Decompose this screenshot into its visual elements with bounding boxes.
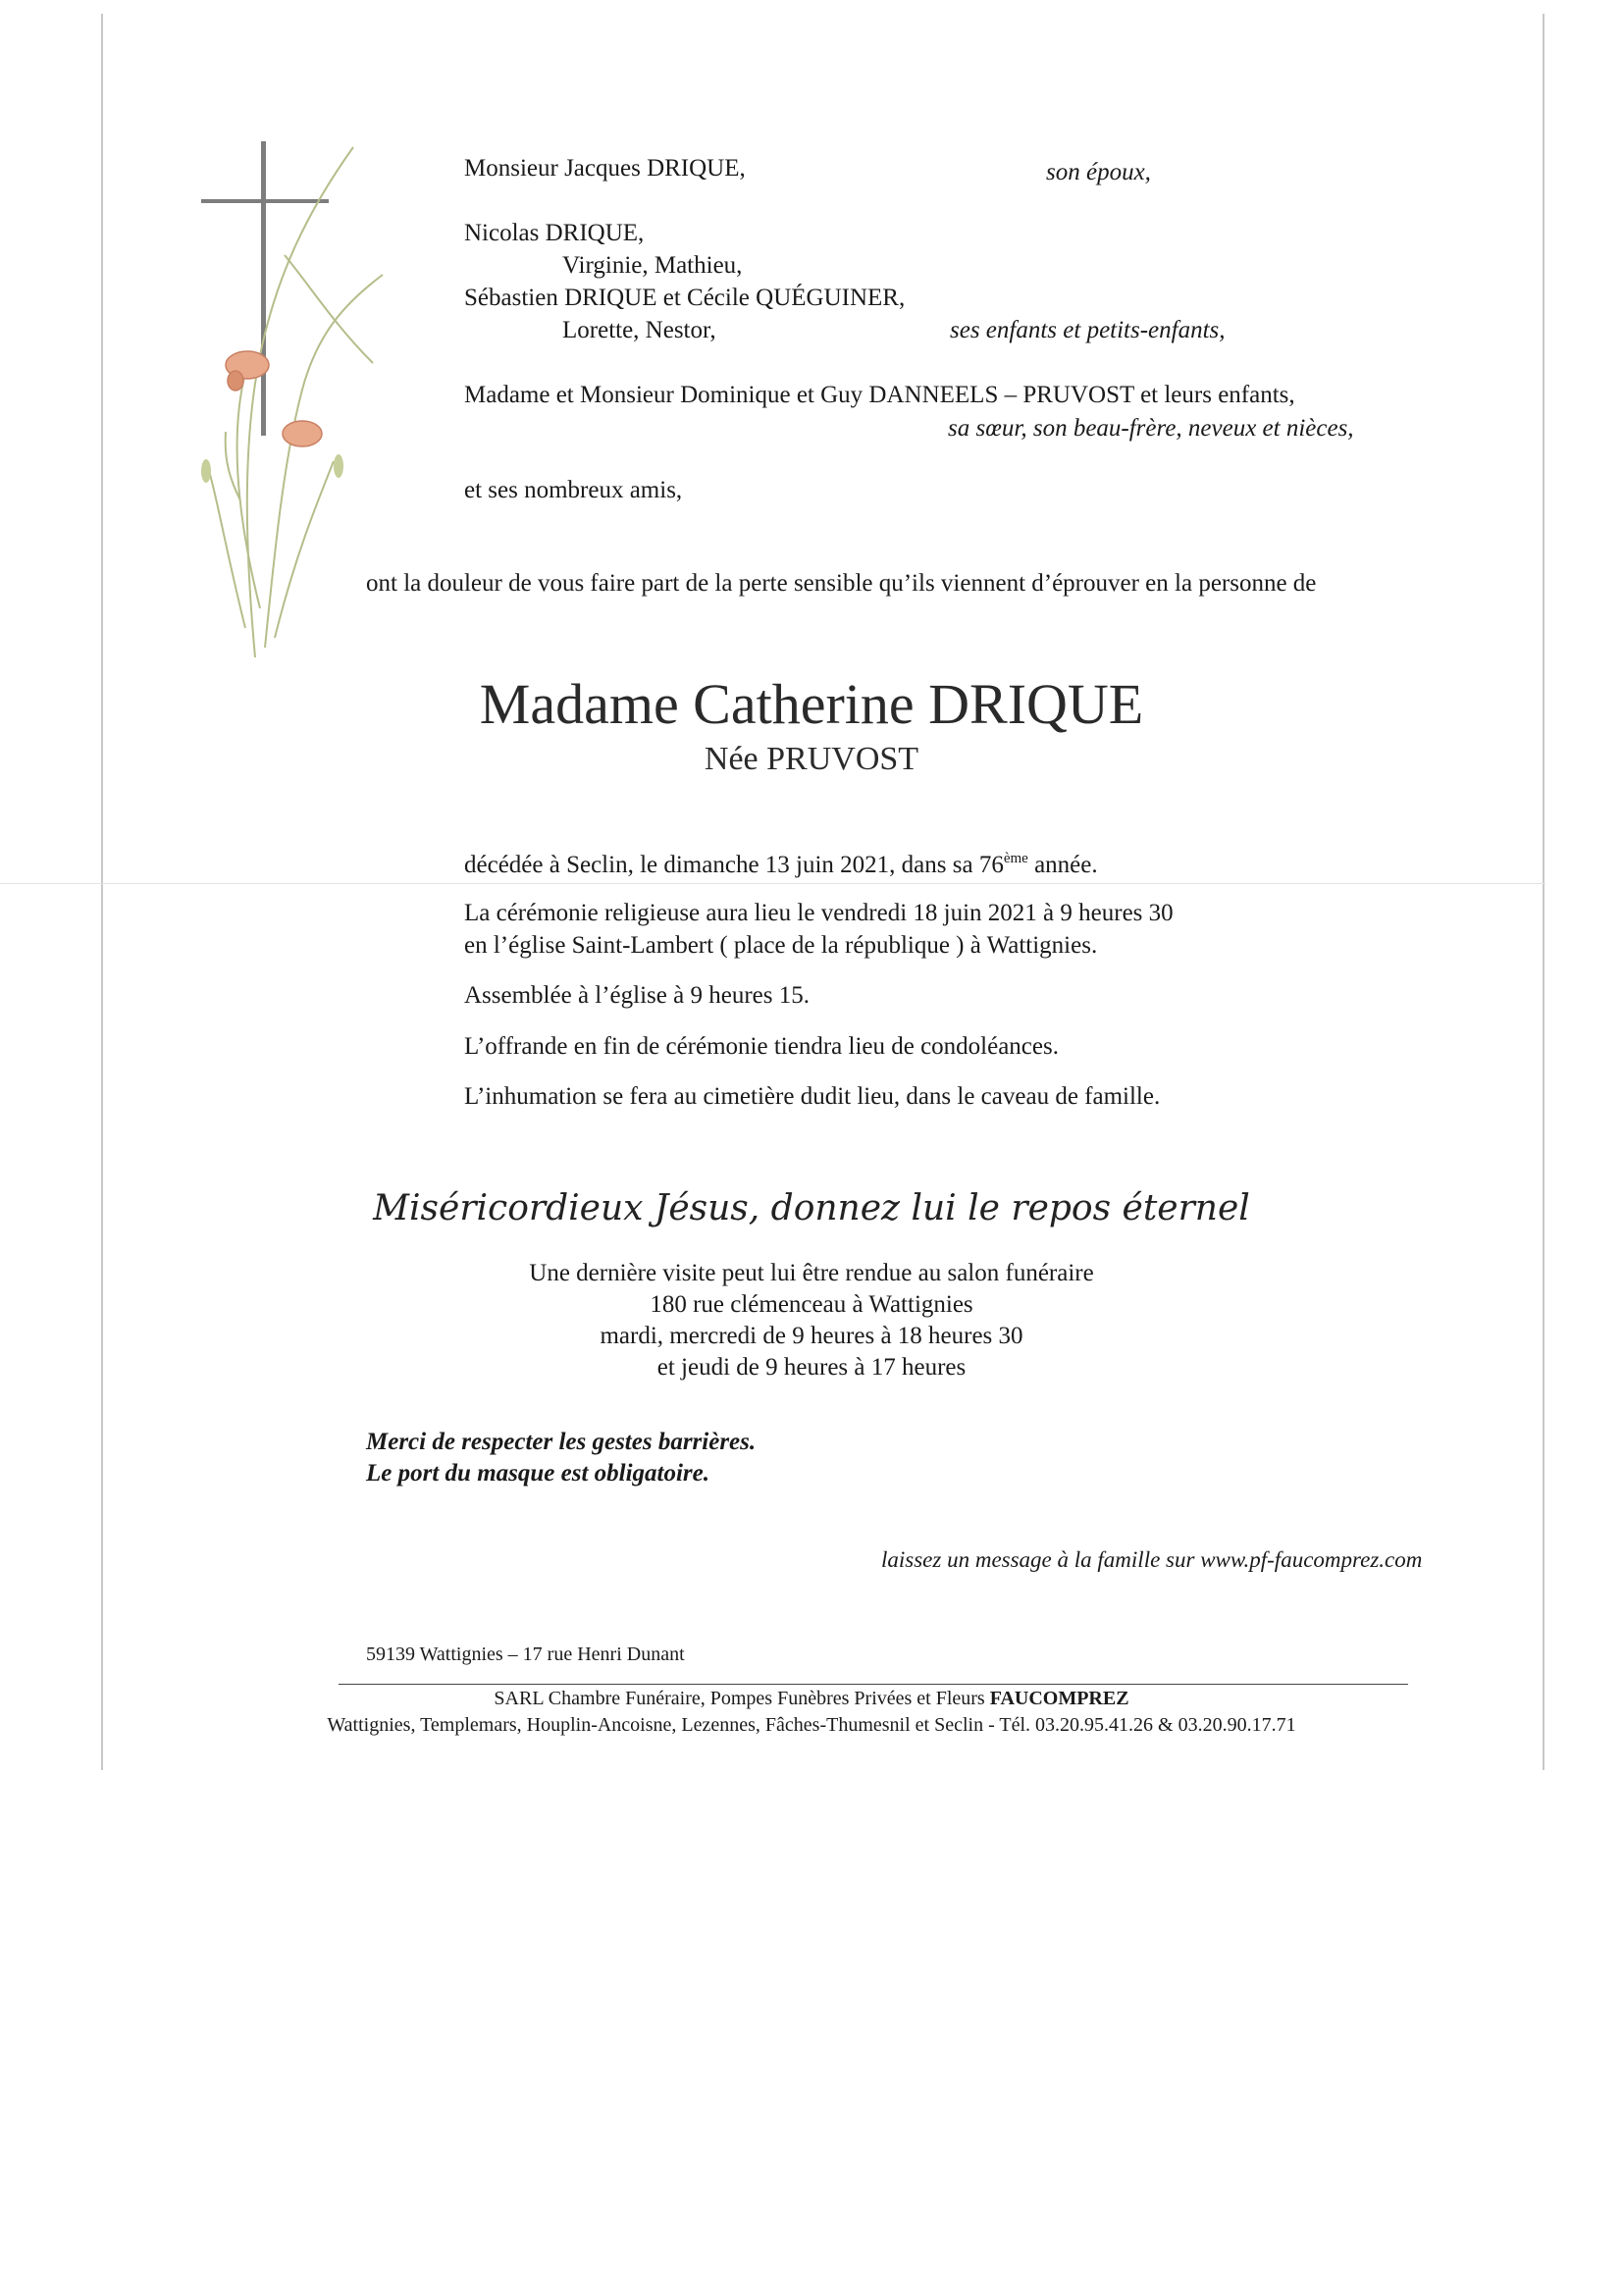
ceremony-location: en l’église Saint-Lambert ( place de la république ) à Wattignies.	[464, 932, 1098, 959]
company-prefix: SARL Chambre Funéraire, Pompes Funèbres Privées et Fleurs	[494, 1688, 990, 1709]
visit-hours-thursday: et jeudi de 9 heures à 17 heures	[656, 1354, 967, 1381]
mask-notice: Le port du masque est obligatoire.	[366, 1460, 709, 1487]
deceased-birth-name: Née PRUVOST	[704, 741, 919, 777]
visit-line: Une dernière visite peut lui être rendue au salon funéraire	[529, 1260, 1094, 1286]
fold-line	[0, 883, 1545, 884]
online-message: laissez un message à la famille sur www.pf-faucomprez.com	[881, 1547, 1423, 1572]
address-line: 59139 Wattignies – 17 rue Henri Dunant	[366, 1644, 685, 1665]
company-line	[0, 1686, 1623, 1711]
death-tail: année.	[1027, 852, 1098, 878]
assembly-line: Assemblée à l’église à 9 heures 15.	[464, 982, 810, 1009]
friends-line: et ses nombreux amis,	[464, 477, 683, 503]
offering-line: L’offrande en fin de cérémonie tiendra lieu de condoléances.	[464, 1033, 1059, 1060]
company-name: FAUCOMPREZ	[989, 1688, 1129, 1709]
death-superscript: ème	[1003, 851, 1028, 866]
visit-address: 180 rue clémenceau à Wattignies	[650, 1291, 973, 1318]
grandchildren-names: Lorette, Nestor,	[562, 317, 716, 343]
footer-divider	[339, 1684, 1408, 1685]
visit-hours: mardi, mercredi de 9 heures à 18 heures 30	[600, 1323, 1023, 1349]
children-role: ses enfants et petits-enfants,	[950, 317, 1226, 343]
announcement-text: ont la douleur de vous faire part de la perte sensible qu’ils viennent d’éprouver en la personne de	[366, 570, 1317, 597]
page-edge-right	[1543, 14, 1544, 1770]
sibling-names: Madame et Monsieur Dominique et Guy DANNEELS – PRUVOST et leurs enfants,	[464, 382, 1295, 408]
deceased-name: Madame Catherine DRIQUE	[479, 672, 1144, 736]
child-name: Nicolas DRIQUE,	[464, 220, 645, 246]
ceremony-line: La cérémonie religieuse aura lieu le vendredi 18 juin 2021 à 9 heures 30	[464, 900, 1174, 926]
husband-role: son époux,	[1046, 159, 1151, 185]
death-text: décédée à Seclin, le dimanche 13 juin 2021, dans sa 76	[464, 852, 1004, 878]
burial-line: L’inhumation se fera au cimetière dudit lieu, dans le caveau de famille.	[464, 1083, 1161, 1110]
child-name: Sébastien DRIQUE et Cécile QUÉGUINER,	[464, 285, 906, 311]
page-edge-left	[101, 14, 103, 1770]
prayer-text: Miséricordieux Jésus, donnez lui le repos éternel	[373, 1188, 1250, 1228]
husband-name: Monsieur Jacques DRIQUE,	[464, 155, 746, 182]
sibling-role: sa sœur, son beau-frère, neveux et nièces,	[948, 415, 1354, 442]
death-notice	[464, 851, 1098, 880]
company-locations: Wattignies, Templemars, Houplin-Ancoisne, Lezennes, Fâches-Thumesnil et Seclin - Tél. 03.20.95.41.26 & 03.20.90.17.71	[327, 1714, 1296, 1736]
barrier-notice: Merci de respecter les gestes barrières.	[366, 1429, 757, 1455]
grandchildren-names: Virginie, Mathieu,	[562, 252, 743, 279]
